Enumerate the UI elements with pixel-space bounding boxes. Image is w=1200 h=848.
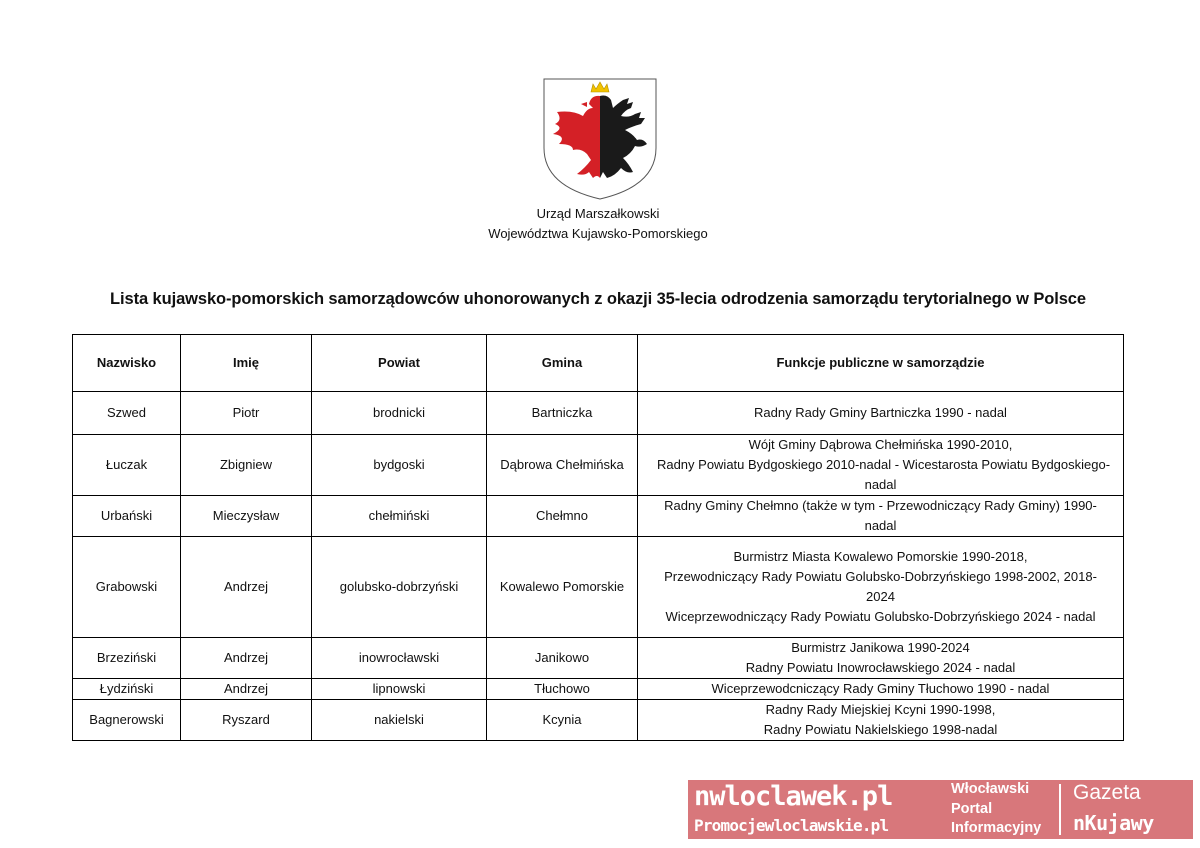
cell-gmina: Tłuchowo [487,679,638,700]
cell-gmina: Kcynia [487,700,638,741]
cell-powiat: chełmiński [312,496,487,537]
column-header-nazwisko: Nazwisko [73,335,181,392]
cell-nazwisko: Łuczak [73,435,181,496]
table-row [73,679,1124,700]
cell-funkcje [638,496,1124,537]
cell-powiat: lipnowski [312,679,487,700]
cell-nazwisko: Szwed [73,392,181,435]
funkcja-line: Przewodniczący Rady Powiatu Golubsko-Dobrzyńskiego 1998-2002, 2018- [664,569,1097,584]
table-row [73,537,1124,638]
column-header-funkcje: Funkcje publiczne w samorządzie [638,335,1124,392]
funkcja-line: Radny Rady Miejskiej Kcyni 1990-1998, [765,702,996,717]
issuing-office [0,204,1196,244]
cell-funkcje [638,435,1124,496]
funkcja-line: Radny Gminy Chełmno (także w tym - Przewodniczący Rady Gminy) 1990- [664,498,1097,513]
cell-powiat: brodnicki [312,392,487,435]
document-title: Lista kujawsko-pomorskich samorządowców uhonorowanych z okazji 35-lecia odrodzenia samorządu terytorialnego w Polsce [110,290,1086,308]
cell-funkcje [638,537,1124,638]
cell-imie: Andrzej [181,638,312,679]
watermark-gazeta: Gazeta [1073,781,1141,804]
funkcja-line: Radny Powiatu Inowrocławskiego 2024 - nadal [745,660,1016,675]
office-line-1: Urząd Marszałkowski [536,206,660,221]
cell-powiat: nakielski [312,700,487,741]
watermark-banner [688,780,1193,839]
column-header-powiat: Powiat [312,335,487,392]
cell-imie: Ryszard [181,700,312,741]
watermark-promo: Promocjewloclawskie.pl [694,816,889,835]
funkcja-line: Radny Rady Gminy Bartniczka 1990 - nadal [754,405,1007,420]
funkcja-line: Wiceprzewodcniczący Rady Gminy Tłuchowo 1990 - nadal [711,681,1050,696]
table-row [73,435,1124,496]
funkcja-line: nadal [864,518,897,533]
column-header-gmina: Gmina [487,335,638,392]
watermark-divider [1059,784,1061,835]
cell-imie: Piotr [181,392,312,435]
cell-gmina: Dąbrowa Chełmińska [487,435,638,496]
cell-imie: Zbigniew [181,435,312,496]
cell-nazwisko: Bagnerowski [73,700,181,741]
table-row [73,638,1124,679]
watermark-site: nwloclawek.pl [694,781,893,812]
cell-gmina: Chełmno [487,496,638,537]
watermark-nkujawy: nKujawy [1073,811,1154,835]
cell-funkcje [638,392,1124,435]
cell-powiat: golubsko-dobrzyński [312,537,487,638]
funkcja-line: nadal [864,477,897,492]
table-row [73,700,1124,741]
cell-funkcje [638,638,1124,679]
coat-of-arms-icon [543,78,657,200]
watermark-portal-line-3: Informacyjny [951,820,1042,836]
cell-gmina: Janikowo [487,638,638,679]
table-header-row [73,335,1124,392]
table-row [73,392,1124,435]
cell-imie: Andrzej [181,679,312,700]
watermark-portal-line-2: Portal [951,800,993,817]
honorees-table [72,334,1124,741]
cell-funkcje [638,679,1124,700]
funkcja-line: Radny Powiatu Nakielskiego 1998-nadal [763,722,998,737]
funkcja-line: Burmistrz Miasta Kowalewo Pomorskie 1990-2018, [733,549,1028,564]
cell-nazwisko: Grabowski [73,537,181,638]
funkcja-line: Wójt Gminy Dąbrowa Chełmińska 1990-2010, [748,437,1013,452]
cell-gmina: Kowalewo Pomorskie [487,537,638,638]
funkcja-line: Burmistrz Janikowa 1990-2024 [791,640,970,655]
table-row [73,496,1124,537]
cell-nazwisko: Łydziński [73,679,181,700]
cell-gmina: Bartniczka [487,392,638,435]
cell-imie: Andrzej [181,537,312,638]
cell-powiat: bydgoski [312,435,487,496]
cell-imie: Mieczysław [181,496,312,537]
funkcja-line: Radny Powiatu Bydgoskiego 2010-nadal - Wicestarosta Powiatu Bydgoskiego- [656,457,1111,472]
cell-powiat: inowrocławski [312,638,487,679]
watermark-portal [951,780,1061,839]
funkcja-line: Wiceprzewodniczący Rady Powiatu Golubsko-Dobrzyńskiego 2024 - nadal [665,609,1096,624]
column-header-imie: Imię [181,335,312,392]
watermark-portal-line-1: Włocławski [951,781,1030,797]
cell-nazwisko: Brzeziński [73,638,181,679]
office-line-2: Województwa Kujawsko-Pomorskiego [488,226,708,241]
cell-nazwisko: Urbański [73,496,181,537]
cell-funkcje [638,700,1124,741]
funkcja-line: 2024 [866,589,895,604]
